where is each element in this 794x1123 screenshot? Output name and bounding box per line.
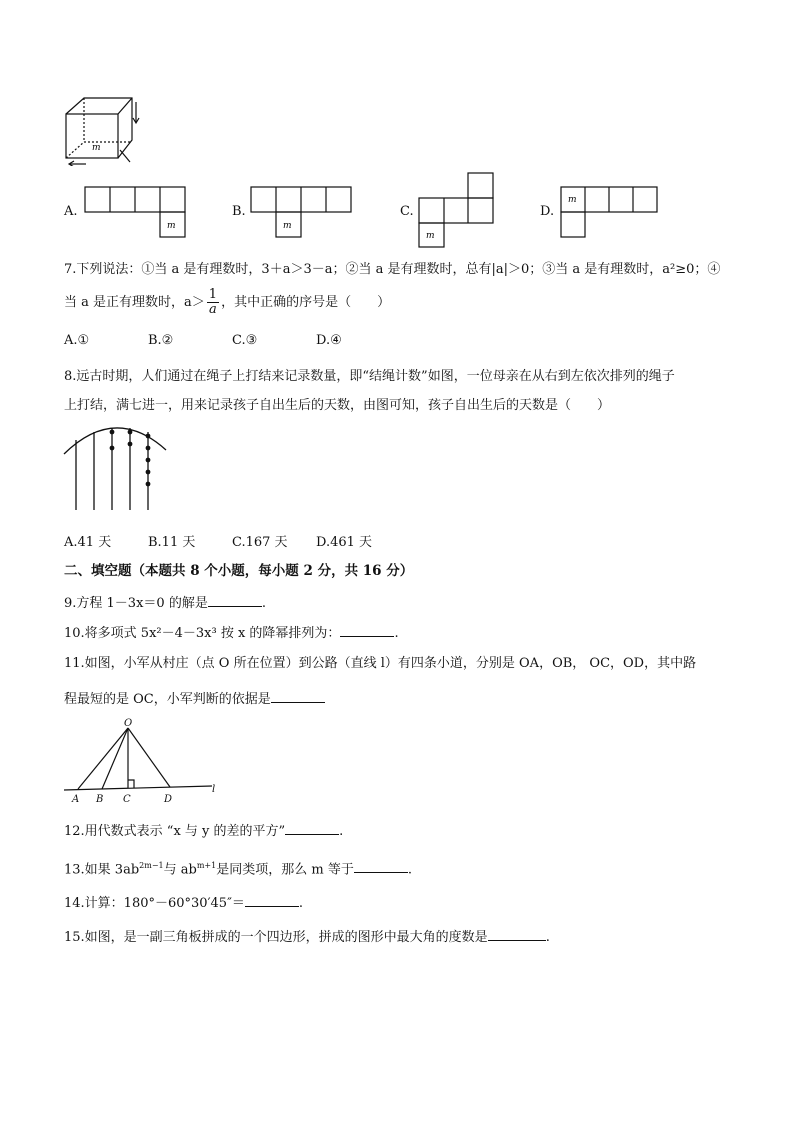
q11-line2-text: 程最短的是 OC，小军判断的依据是 <box>64 692 271 707</box>
q14-text: 14.计算：180°－60°30′45″＝ <box>64 896 245 911</box>
q9-end: . <box>261 596 266 611</box>
segment-ob <box>102 728 128 789</box>
q6-a-m-label: m <box>167 221 176 231</box>
q6-d-m-label: m <box>568 195 577 205</box>
knot-rope-figure <box>62 410 168 514</box>
q13-exponent-1: 2m−1 <box>139 861 164 870</box>
q15-answer-blank[interactable] <box>488 928 546 941</box>
q6-option-b-letter[interactable]: B. <box>232 204 246 219</box>
cube-figure <box>60 92 142 166</box>
knot <box>146 434 151 439</box>
knot <box>146 458 151 463</box>
q11-answer-blank[interactable] <box>271 690 325 703</box>
knot <box>146 482 151 487</box>
q13-line <box>64 857 412 879</box>
q13-answer-blank[interactable] <box>354 860 408 873</box>
q8-option-b[interactable]: B.11 天 <box>148 535 196 550</box>
q6-option-a-net[interactable] <box>84 186 186 238</box>
q8-line2: 上打结，满七进一，用来记录孩子自出生后的天数，由图可知，孩子自出生后的天数是（ ） <box>64 398 611 413</box>
q14-answer-blank[interactable] <box>245 894 299 907</box>
q12-end: . <box>339 824 344 839</box>
q6-b-m-label: m <box>283 221 292 231</box>
q12-text: 12.用代数式表示 “x 与 y 的差的平方” <box>64 824 286 839</box>
q10-end: . <box>394 626 399 641</box>
label-c: C <box>123 794 131 805</box>
q13-text-mid: 与 ab <box>163 862 197 878</box>
q10-line <box>64 624 399 643</box>
q7-line2 <box>64 288 390 317</box>
q13-exponent-2: m+1 <box>196 861 217 870</box>
q7-line2-post: ，其中正确的序号是（ ） <box>221 295 391 310</box>
q15-text: 15.如图，是一副三角板拼成的一个四边形，拼成的图形中最大角的度数是 <box>64 930 488 945</box>
q10-text: 10.将多项式 5x²－4－3x³ 按 x 的降幂排列为： <box>64 626 341 641</box>
q6-option-a-letter[interactable]: A. <box>64 204 78 219</box>
q7-option-a[interactable]: A.① <box>64 333 90 348</box>
q7-line1: 7.下列说法：①当 a 是有理数时，3＋a＞3－a；②当 a 是有理数时，总有|a|＞0；③当 a 是有理数时，a²≥0；④ <box>64 262 721 277</box>
q12-answer-blank[interactable] <box>285 822 339 835</box>
right-angle-mark <box>128 780 134 788</box>
q14-end: . <box>298 896 304 911</box>
q7-frac-den: a <box>209 302 217 317</box>
label-b: B <box>96 794 104 805</box>
q7-fraction <box>207 288 219 317</box>
section2-heading: 二、填空题（本题共 8 个小题，每小题 2 分，共 16 分） <box>64 563 414 579</box>
cube-face-label: m <box>92 143 101 153</box>
q6-option-c-net[interactable] <box>418 172 494 248</box>
q8-line1: 8.远古时期，人们通过在绳子上打结来记录数量，即“结绳计数”如图，一位母亲在从右到左依次排列的绳子 <box>64 369 675 384</box>
q13-text-pre: 13.如果 3ab <box>64 862 140 878</box>
q13-text-post: 是同类项，那么 m 等于 <box>216 862 354 878</box>
knot <box>110 446 115 451</box>
q10-answer-blank[interactable] <box>340 624 394 637</box>
q11-road-figure <box>62 718 222 808</box>
line-l <box>64 786 212 790</box>
q9-line <box>64 594 266 613</box>
q9-text: 9.方程 1－3x＝0 的解是 <box>64 596 208 611</box>
q7-line2-pre: 当 a 是正有理数时，a＞ <box>64 295 205 310</box>
q8-option-c[interactable]: C.167 天 <box>232 535 288 550</box>
label-o: O <box>124 718 133 729</box>
segment-od <box>128 728 170 787</box>
q7-option-b[interactable]: B.② <box>148 333 174 348</box>
q6-option-d-net[interactable] <box>560 186 658 238</box>
label-l: l <box>212 784 216 795</box>
q6-option-b-net[interactable] <box>250 186 352 238</box>
q6-c-m-label: m <box>426 231 435 241</box>
q15-line <box>64 928 550 947</box>
q11-line2 <box>64 690 325 709</box>
q7-frac-num: 1 <box>208 287 218 302</box>
knot <box>146 470 151 475</box>
label-d: D <box>164 794 173 805</box>
knot <box>128 430 133 435</box>
rope-arc <box>64 428 166 454</box>
knot <box>110 430 115 435</box>
q7-option-c[interactable]: C.③ <box>232 333 258 348</box>
segment-oa <box>78 728 128 789</box>
knot <box>128 442 133 447</box>
q7-option-d[interactable]: D.④ <box>316 333 342 348</box>
q9-answer-blank[interactable] <box>208 594 262 607</box>
q6-option-d-letter[interactable]: D. <box>540 204 555 219</box>
q15-end: . <box>545 930 550 945</box>
q13-end: . <box>407 862 412 878</box>
q14-line <box>64 894 303 913</box>
q11-line1: 11.如图，小军从村庄（点 O 所在位置）到公路（直线 l）有四条小道，分别是 OA，OB， OC，OD，其中路 <box>64 656 697 671</box>
q12-line <box>64 822 343 841</box>
knot <box>146 446 151 451</box>
q8-option-d[interactable]: D.461 天 <box>316 535 373 550</box>
q8-option-a[interactable]: A.41 天 <box>64 535 112 550</box>
q6-option-c-letter[interactable]: C. <box>400 204 414 219</box>
label-a: A <box>72 794 80 805</box>
